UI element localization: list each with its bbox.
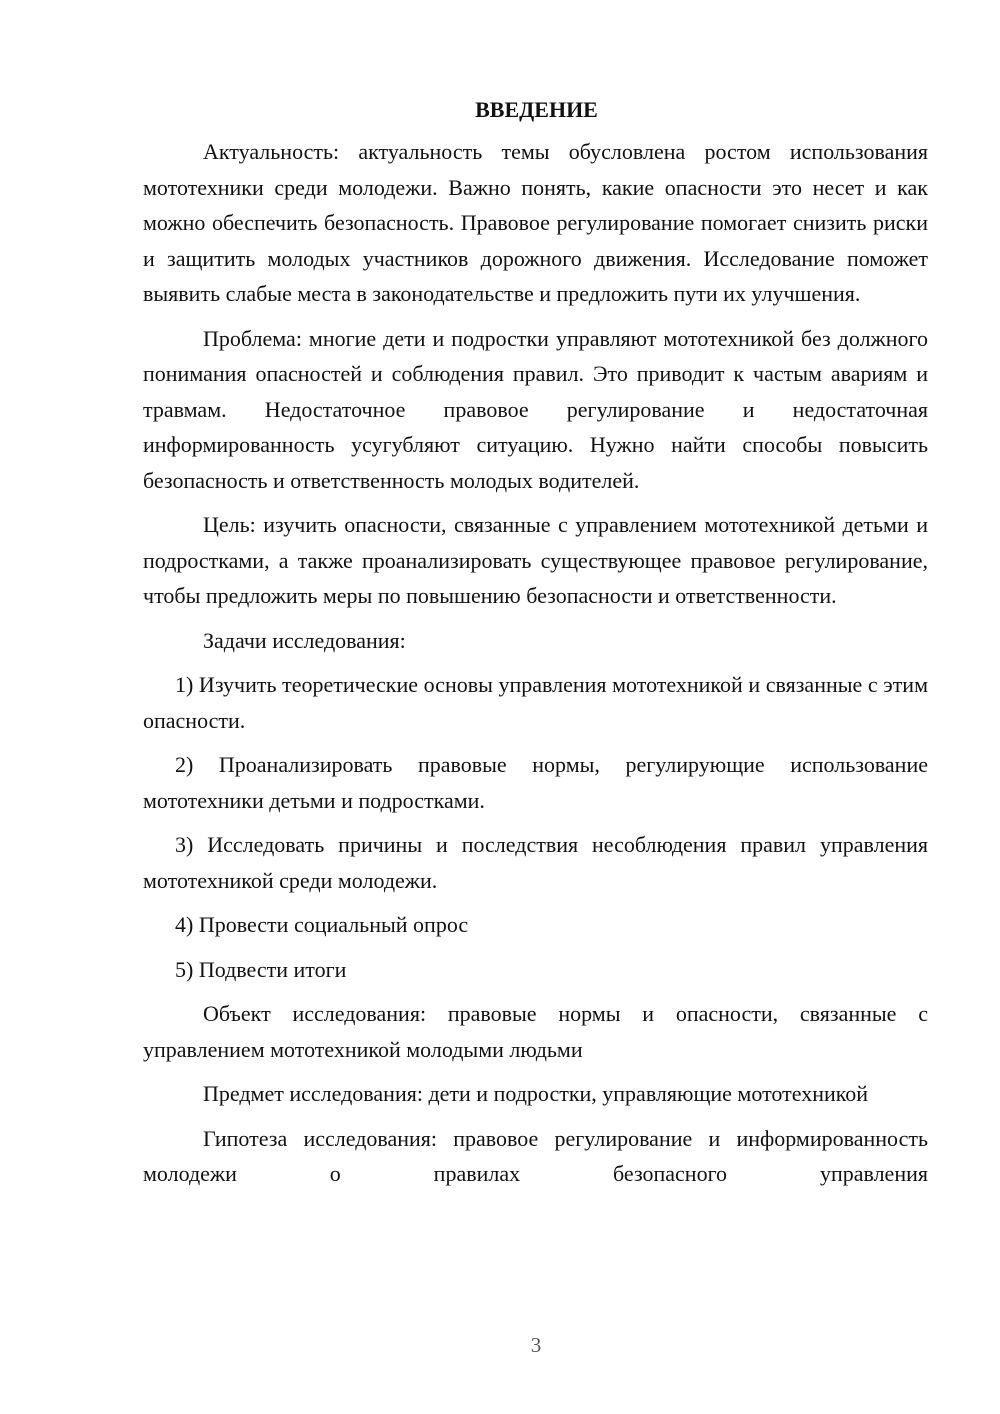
page-title: ВВЕДЕНИЕ bbox=[475, 97, 598, 122]
paragraph-relevance: Актуальность: актуальность темы обусловлена ростом использования мототехники среди молодежи. Важно понять, какие опасности это несет и как можно обеспечить безопасность. Правовое регулирование помогает снизить риски и защитить молодых участников дорожного движения. Исследование поможет выявить слабые места в законодательстве и предложить пути их улучшения. bbox=[143, 139, 928, 306]
page-number: 3 bbox=[530, 1333, 542, 1357]
paragraph-goal: Цель: изучить опасности, связанные с управлением мототехникой детьми и подростками, а также проанализировать существующее правовое регулирование, чтобы предложить меры по повышению безопасности и ответственности. bbox=[143, 512, 928, 608]
task-item-1: 1) Изучить теоретические основы управления мототехникой и связанные с этим опасности. bbox=[143, 672, 928, 733]
task-item-3: 3) Исследовать причины и последствия несоблюдения правил управления мототехникой среди молодежи. bbox=[143, 832, 928, 893]
paragraph-problem: Проблема: многие дети и подростки управляют мототехникой без должного понимания опасностей и соблюдения правил. Это приводит к частым авариям и травмам. Недостаточное правовое регулирование и недостаточная информированность усугубляют ситуацию. Нужно найти способы повысить безопасность и ответственность молодых водителей. bbox=[143, 325, 928, 493]
document-page bbox=[143, 92, 928, 1201]
paragraph-hypothesis: Гипотеза исследования: правовое регулирование и информированность молодежи о правилах безопасного управления bbox=[143, 1125, 928, 1186]
paragraph-subject: Предмет исследования: дети и подростки, управляющие мототехникой bbox=[203, 1081, 869, 1106]
task-item-2: 2) Проанализировать правовые нормы, регулирующие использование мототехники детьми и подростками. bbox=[143, 752, 928, 813]
paragraph-object: Объект исследования: правовые нормы и опасности, связанные с управлением мототехникой молодыми людьми bbox=[143, 1001, 928, 1062]
tasks-heading: Задачи исследования: bbox=[203, 627, 406, 653]
task-item-5: 5) Подвести итоги bbox=[175, 956, 347, 982]
task-item-4: 4) Провести социальный опрос bbox=[175, 912, 469, 937]
